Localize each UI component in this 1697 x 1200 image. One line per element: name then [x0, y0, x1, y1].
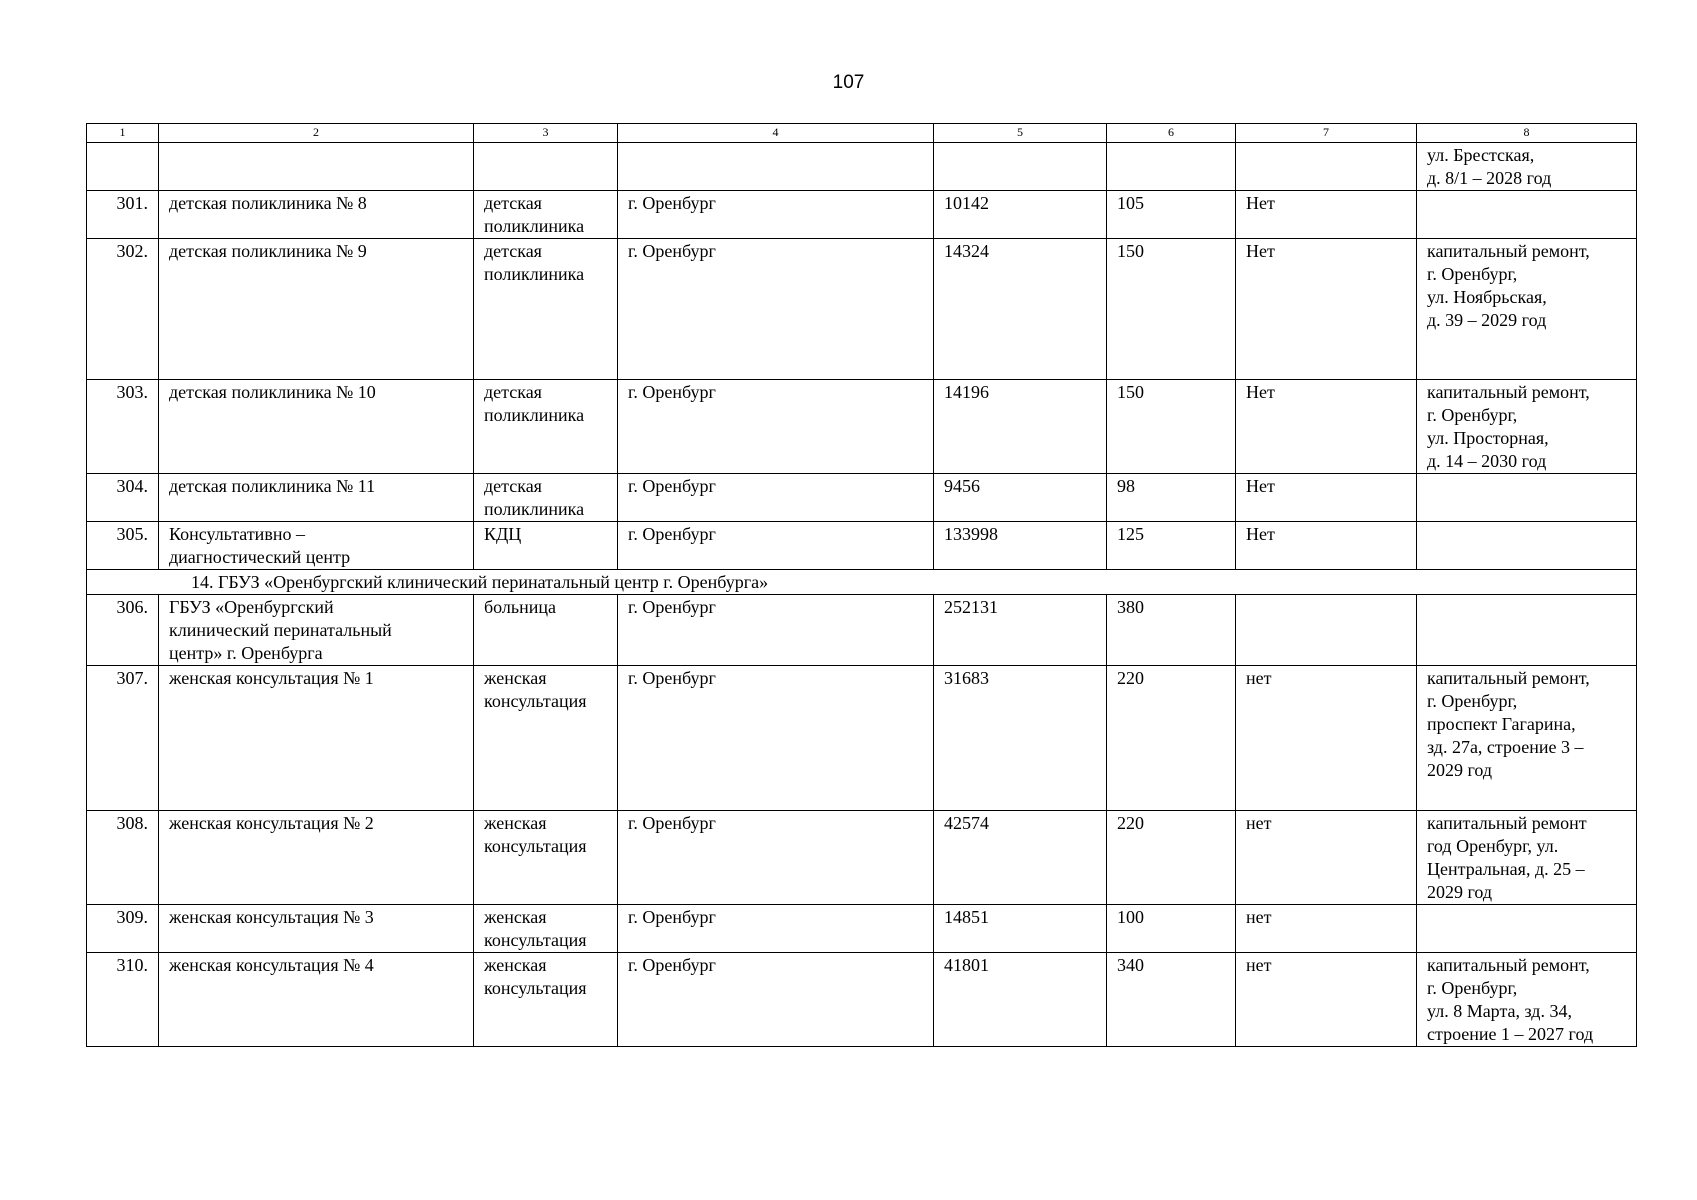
col6-value: 150 [1107, 380, 1236, 474]
facility-name: женская консультация № 4 [159, 953, 474, 1047]
plan-cell: капитальный ремонт, г. Оренбург, проспект Гагарина, зд. 27а, строение 3 – 2029 год [1417, 666, 1637, 811]
col6-value: 380 [1107, 595, 1236, 666]
location-cell: г. Оренбург [618, 380, 934, 474]
location-cell: г. Оренбург [618, 811, 934, 905]
column-header: 2 [159, 124, 474, 143]
column-header: 4 [618, 124, 934, 143]
facility-type: больница [474, 595, 618, 666]
location-cell: г. Оренбург [618, 239, 934, 380]
plan-cell: капитальный ремонт год Оренбург, ул. Центральная, д. 25 – 2029 год [1417, 811, 1637, 905]
table-row [87, 595, 1637, 666]
location-cell: г. Оренбург [618, 905, 934, 953]
column-header-row [87, 124, 1637, 143]
col7-value: Нет [1236, 239, 1417, 380]
col7-value: Нет [1236, 522, 1417, 570]
plan-cell [1417, 474, 1637, 522]
col5-value: 14196 [934, 380, 1107, 474]
table-row [87, 905, 1637, 953]
facility-name: женская консультация № 2 [159, 811, 474, 905]
col5-value: 133998 [934, 522, 1107, 570]
facility-type: детская поликлиника [474, 474, 618, 522]
column-header: 8 [1417, 124, 1637, 143]
col5-value: 41801 [934, 953, 1107, 1047]
facility-type: женская консультация [474, 811, 618, 905]
plan-cell: ул. Брестская, д. 8/1 – 2028 год [1417, 143, 1637, 191]
facility-name: ГБУЗ «Оренбургский клинический перинатальный центр» г. Оренбурга [159, 595, 474, 666]
column-header: 1 [87, 124, 159, 143]
facility-type: детская поликлиника [474, 380, 618, 474]
facility-type: КДЦ [474, 522, 618, 570]
facility-name: женская консультация № 1 [159, 666, 474, 811]
col7-value: Нет [1236, 380, 1417, 474]
section-header-row [87, 570, 1637, 595]
location-cell: г. Оренбург [618, 953, 934, 1047]
facility-name: женская консультация № 3 [159, 905, 474, 953]
column-header: 3 [474, 124, 618, 143]
location-cell: г. Оренбург [618, 474, 934, 522]
table-row [87, 191, 1637, 239]
col6-value: 105 [1107, 191, 1236, 239]
col7-value [1236, 595, 1417, 666]
row-number: 305. [87, 522, 159, 570]
facility-name: детская поликлиника № 11 [159, 474, 474, 522]
row-number: 304. [87, 474, 159, 522]
col7-value: Нет [1236, 474, 1417, 522]
col5-value: 9456 [934, 474, 1107, 522]
plan-cell [1417, 905, 1637, 953]
row-number: 302. [87, 239, 159, 380]
plan-cell [1417, 191, 1637, 239]
col5-value: 31683 [934, 666, 1107, 811]
row-number: 306. [87, 595, 159, 666]
column-header: 6 [1107, 124, 1236, 143]
col6-value: 100 [1107, 905, 1236, 953]
location-cell: г. Оренбург [618, 191, 934, 239]
facility-type: детская поликлиника [474, 239, 618, 380]
facility-type: женская консультация [474, 953, 618, 1047]
row-number: 309. [87, 905, 159, 953]
facility-type: женская консультация [474, 905, 618, 953]
col5-value: 14851 [934, 905, 1107, 953]
table-row [87, 380, 1637, 474]
table-row [87, 474, 1637, 522]
col5-value: 10142 [934, 191, 1107, 239]
row-number: 303. [87, 380, 159, 474]
page-number: 107 [832, 72, 865, 93]
col6-value: 220 [1107, 811, 1236, 905]
table-row [87, 953, 1637, 1047]
row-number: 301. [87, 191, 159, 239]
col6-value: 220 [1107, 666, 1236, 811]
continuation-row [87, 143, 1637, 191]
table-row [87, 811, 1637, 905]
table-row [87, 666, 1637, 811]
location-cell: г. Оренбург [618, 522, 934, 570]
data-table [86, 123, 1637, 1047]
facility-name: Консультативно – диагностический центр [159, 522, 474, 570]
facility-name: детская поликлиника № 9 [159, 239, 474, 380]
col5-value: 14324 [934, 239, 1107, 380]
col7-value: Нет [1236, 191, 1417, 239]
section-title: 14. ГБУЗ «Оренбургский клинический перинатальный центр г. Оренбурга» [87, 570, 1637, 595]
plan-cell [1417, 522, 1637, 570]
plan-cell [1417, 595, 1637, 666]
table-row [87, 239, 1637, 380]
col6-value: 150 [1107, 239, 1236, 380]
facility-name: детская поликлиника № 8 [159, 191, 474, 239]
row-number: 310. [87, 953, 159, 1047]
col7-value: нет [1236, 811, 1417, 905]
plan-cell: капитальный ремонт, г. Оренбург, ул. Просторная, д. 14 – 2030 год [1417, 380, 1637, 474]
facility-name: детская поликлиника № 10 [159, 380, 474, 474]
plan-cell: капитальный ремонт, г. Оренбург, ул. Ноябрьская, д. 39 – 2029 год [1417, 239, 1637, 380]
facility-type: детская поликлиника [474, 191, 618, 239]
col7-value: нет [1236, 953, 1417, 1047]
column-header: 5 [934, 124, 1107, 143]
row-number: 308. [87, 811, 159, 905]
col6-value: 125 [1107, 522, 1236, 570]
col7-value: нет [1236, 905, 1417, 953]
col5-value: 252131 [934, 595, 1107, 666]
table-row [87, 522, 1637, 570]
facility-type: женская консультация [474, 666, 618, 811]
column-header: 7 [1236, 124, 1417, 143]
col6-value: 98 [1107, 474, 1236, 522]
location-cell: г. Оренбург [618, 595, 934, 666]
col7-value: нет [1236, 666, 1417, 811]
location-cell: г. Оренбург [618, 666, 934, 811]
col5-value: 42574 [934, 811, 1107, 905]
plan-cell: капитальный ремонт, г. Оренбург, ул. 8 Марта, зд. 34, строение 1 – 2027 год [1417, 953, 1637, 1047]
col6-value: 340 [1107, 953, 1236, 1047]
row-number: 307. [87, 666, 159, 811]
